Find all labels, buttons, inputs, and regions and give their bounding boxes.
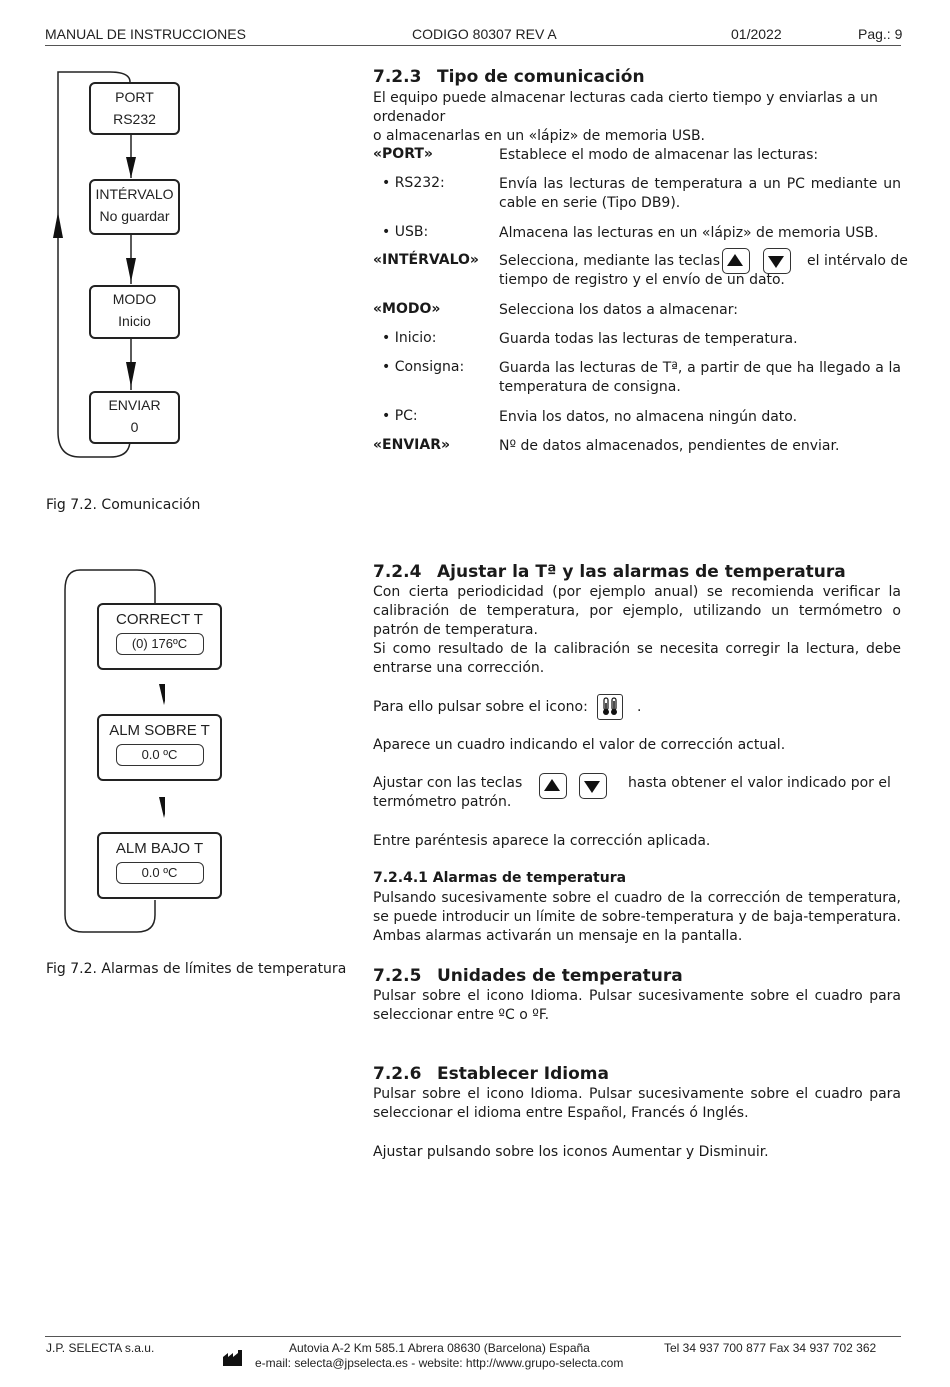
section-725-heading <box>373 966 683 986</box>
desc-pc: Envia los datos, no almacena ningún dato. <box>499 409 798 425</box>
desc-rs232: Envía las lecturas de temperatura a un PC mediante un cable en serie (Tipo DB9). <box>499 176 901 211</box>
footer-rule <box>45 1336 901 1337</box>
desc-modo: Selecciona los datos a almacenar: <box>499 302 738 318</box>
box-title: ALM BAJO T <box>115 840 204 857</box>
box-value: 0.0 ºC <box>116 744 204 766</box>
fig1-box-port <box>89 82 180 135</box>
desc-port: Establece el modo de almacenar las lecturas: <box>499 147 819 163</box>
box-title: PORT <box>115 89 154 105</box>
header-rule <box>45 45 901 46</box>
section-724-p5-a: Ajustar con las teclas <box>373 775 523 791</box>
up-key-icon <box>539 773 567 799</box>
desc-intervalo-b: el intérvalo de <box>807 253 908 269</box>
intro-line: o almacenarlas en un «lápiz» de memoria USB. <box>373 128 706 144</box>
section-723-heading <box>373 67 645 87</box>
box-title: ENVIAR <box>108 397 161 413</box>
fig2-box-alm-bajo <box>97 832 222 899</box>
box-value: No guardar <box>99 208 170 224</box>
intro-line: El equipo puede almacenar lecturas cada cierto tiempo y enviarlas a un ordenador <box>373 90 878 125</box>
footer-web: e-mail: selecta@jpselecta.es - website: http://www.grupo-selecta.com <box>255 1356 624 1370</box>
box-value: 0.0 ºC <box>116 862 204 884</box>
desc-enviar: Nº de datos almacenados, pendientes de enviar. <box>499 438 840 454</box>
section-725-p1: Pulsar sobre el icono Idioma. Pulsar sucesivamente sobre el cuadro para seleccionar entre ºC o ºF. <box>373 988 901 1023</box>
term-enviar: «ENVIAR» <box>373 437 451 453</box>
box-title: ALM SOBRE T <box>109 722 210 739</box>
section-724-p3-end: . <box>637 699 642 715</box>
header-page: Pag.: 9 <box>858 26 903 42</box>
section-title: Ajustar la Tª y las alarmas de temperatura <box>437 562 846 582</box>
box-value: RS232 <box>113 111 156 127</box>
footer-address: Autovia A-2 Km 585.1 Abrera 08630 (Barcelona) España <box>289 1341 590 1355</box>
section-724-p6: Entre paréntesis aparece la corrección aplicada. <box>373 833 711 849</box>
section-726-heading <box>373 1064 609 1084</box>
fig1-caption: Fig 7.2. Comunicación <box>46 497 201 513</box>
fig2-caption: Fig 7.2. Alarmas de límites de temperatura <box>46 961 347 977</box>
term-usb: • USB: <box>382 224 429 240</box>
section-724-p4: Aparece un cuadro indicando el valor de corrección actual. <box>373 737 786 753</box>
section-724-p1: Con cierta periodicidad (por ejemplo anual) se recomienda verificar la calibración de temperatura, por ejemplo, utilizando un termómetro o patrón de temperatura. <box>373 584 901 638</box>
term-rs232: • RS232: <box>382 175 445 191</box>
section-title: Unidades de temperatura <box>437 966 683 986</box>
section-724-p5-b: hasta obtener el valor indicado por el <box>628 775 891 791</box>
box-title: INTÉRVALO <box>95 186 174 202</box>
fig1-box-modo <box>89 285 180 339</box>
section-724-p2: Si como resultado de la calibración se necesita corregir la lectura, debe entrarse una corrección. <box>373 641 901 676</box>
subsection-7241-title: 7.2.4.1 Alarmas de temperatura <box>373 870 627 886</box>
section-title: Establecer Idioma <box>437 1064 609 1084</box>
box-value: (0) 176ºC <box>116 633 204 655</box>
thermometer-icon <box>597 694 623 720</box>
section-title: Tipo de comunicación <box>437 67 645 87</box>
section-number: 7.2.6 <box>373 1064 422 1084</box>
header-code: CODIGO 80307 REV A <box>412 26 557 42</box>
box-title: MODO <box>112 291 157 307</box>
term-inicio: • Inicio: <box>382 330 437 346</box>
term-modo: «MODO» <box>373 301 441 317</box>
footer-phone: Tel 34 937 700 877 Fax 34 937 702 362 <box>664 1341 877 1355</box>
desc-intervalo-c: tiempo de registro y el envío de un dato. <box>499 272 785 288</box>
section-723-intro <box>373 89 901 146</box>
desc-intervalo-a: Selecciona, mediante las teclas <box>499 253 721 269</box>
term-port: «PORT» <box>373 146 433 162</box>
section-726-p1: Pulsar sobre el icono Idioma. Pulsar sucesivamente sobre el cuadro para seleccionar el idioma entre Español, Francés ó Inglés. <box>373 1086 901 1121</box>
fig1-box-intervalo <box>89 179 180 235</box>
subsection-7241-text: Pulsando sucesivamente sobre el cuadro de la corrección de temperatura, se puede introducir un límite de sobre-temperatura y de baja-temperatura. Ambas alarmas activarán un mensaje en la pantalla. <box>373 890 901 944</box>
section-726-p2: Ajustar pulsando sobre los iconos Aumentar y Disminuir. <box>373 1144 769 1160</box>
box-value: 0 <box>130 419 139 435</box>
footer-company: J.P. SELECTA s.a.u. <box>46 1341 155 1355</box>
term-consigna: • Consigna: <box>382 359 465 375</box>
box-title: CORRECT T <box>116 611 203 628</box>
header-manual: MANUAL DE INSTRUCCIONES <box>45 26 246 42</box>
section-724-heading <box>373 562 846 582</box>
section-number: 7.2.3 <box>373 67 422 87</box>
term-pc: • PC: <box>382 408 418 424</box>
section-724-p3: Para ello pulsar sobre el icono: <box>373 699 588 715</box>
section-724-p5-c: termómetro patrón. <box>373 794 512 810</box>
factory-icon <box>222 1349 244 1367</box>
box-value: Inicio <box>118 313 151 329</box>
header-date: 01/2022 <box>731 26 782 42</box>
desc-inicio: Guarda todas las lecturas de temperatura. <box>499 331 798 347</box>
desc-consigna: Guarda las lecturas de Tª, a partir de que ha llegado a la temperatura de consigna. <box>499 360 901 395</box>
down-key-icon <box>579 773 607 799</box>
section-number: 7.2.5 <box>373 966 422 986</box>
fig2-box-alm-sobre <box>97 714 222 781</box>
fig2-box-correct <box>97 603 222 670</box>
fig1-box-enviar <box>89 391 180 444</box>
section-number: 7.2.4 <box>373 562 422 582</box>
term-intervalo: «INTÉRVALO» <box>373 252 479 268</box>
desc-usb: Almacena las lecturas en un «lápiz» de memoria USB. <box>499 225 879 241</box>
